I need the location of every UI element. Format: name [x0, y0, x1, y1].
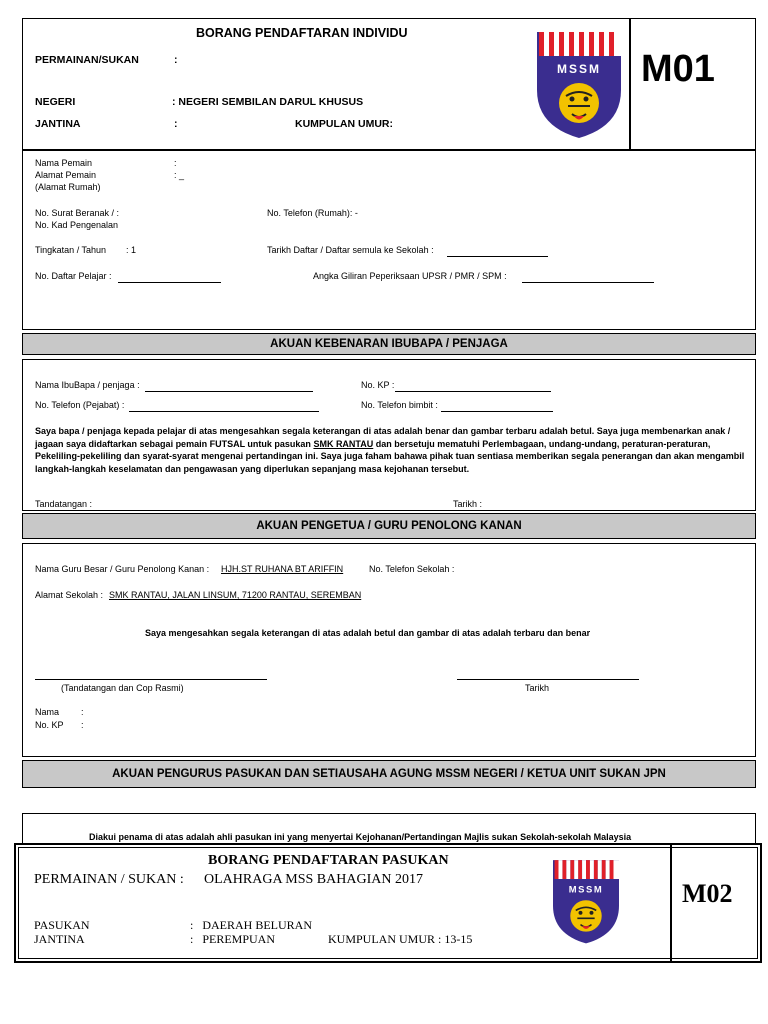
kp-ibubapa-line — [395, 391, 551, 392]
telefon-pejabat-label: No. Telefon (Pejabat) : — [35, 400, 125, 410]
manager-heading: AKUAN PENGURUS PASUKAN DAN SETIAUSAHA AGUNG MSSM NEGERI / KETUA UNIT SUKAN JPN — [112, 768, 666, 780]
tandatangan-label: Tandatangan : — [35, 499, 93, 509]
surat-beranak-label: No. Surat Beranak / : — [35, 208, 120, 218]
alamat-pemain-colon: : _ — [174, 170, 185, 180]
parent-school-name: SMK RANTAU — [313, 438, 374, 449]
manager-text: Diakui penama di atas adalah ahli pasukan ini yang menyertai Kejohanan/Pertandingan Majlis sukan Sekolah-sekolah Malaysia — [89, 832, 632, 842]
signature-line — [35, 679, 267, 680]
angka-giliran-label: Angka Giliran Peperiksaan UPSR / PMR / SPM : — [313, 271, 507, 281]
m02-jantina-value: : PEREMPUAN — [190, 932, 276, 946]
angka-giliran-line — [522, 282, 654, 283]
parent-declaration — [35, 425, 747, 475]
telefon-pejabat-line — [129, 411, 319, 412]
signature-caption: (Tandatangan dan Cop Rasmi) — [61, 683, 184, 693]
parent-heading: AKUAN KEBENARAN IBUBAPA / PENJAGA — [270, 338, 508, 350]
m02-permainan-label: PERMAINAN / SUKAN : — [34, 872, 184, 887]
tingkatan-value: : 1 — [126, 245, 137, 255]
negeri-value: : NEGERI SEMBILAN DARUL KHUSUS — [172, 96, 364, 108]
parent-declaration-part2: dan bersetuju mematuhi Perlembagaan, undang-undang, peraturan-peraturan, Pekeliling-pekeliling dan syarat-syarat mengenai pertandingan ini. Saya juga faham bahawa pihak tuan sentiasa memberikan segala penerangan dan akan mengambil langkah-langkah keselamatan dan pengawasan yang diperlukan sepanjang masa kejohanan tersebut. — [35, 438, 745, 474]
principal-kp-label: No. KP — [35, 720, 64, 730]
tingkatan-label: Tingkatan / Tahun — [35, 245, 107, 255]
manager-heading-bar — [22, 760, 756, 788]
permainan-label: PERMAINAN/SUKAN — [35, 54, 139, 66]
parent-heading-bar — [22, 333, 756, 355]
tarikh-daftar-label: Tarikh Daftar / Daftar semula ke Sekolah : — [267, 245, 434, 255]
nama-ibubapa-label: Nama IbuBapa / penjaga : — [35, 380, 140, 390]
parent-declaration-part1: Saya bapa / penjaga kepada pelajar di atas mengesahkan segala keterangan di atas adalah benar dan gambar terbaru adalah betul. Saya juga membenarkan anak / jagaan saya didaftarkan sebagai pemain FUTSAL untuk pasukan — [35, 426, 731, 449]
jantina-colon: : — [174, 118, 178, 130]
telefon-bimbit-label: No. Telefon bimbit : — [361, 400, 438, 410]
negeri-label: NEGERI — [35, 96, 76, 108]
m02-title: BORANG PENDAFTARAN PASUKAN — [208, 853, 449, 868]
permainan-colon: : — [174, 54, 178, 66]
jantina-label: JANTINA — [35, 118, 81, 130]
alamat-sekolah-label: Alamat Sekolah : — [35, 590, 104, 600]
principal-nama-colon: : — [81, 707, 84, 717]
m02-mssm-logo — [544, 857, 628, 945]
principal-statement: Saya mengesahkan segala keterangan di atas adalah betul dan gambar di atas adalah terbaru dan benar — [145, 628, 591, 638]
telefon-sekolah-label: No. Telefon Sekolah : — [369, 564, 455, 574]
parent-section — [22, 359, 756, 511]
principal-heading-bar — [22, 513, 756, 539]
tarikh-parent-label: Tarikh : — [453, 499, 483, 509]
telefon-rumah-label: No. Telefon (Rumah): - — [267, 208, 358, 218]
m02-kumpulan-umur: KUMPULAN UMUR : 13-15 — [328, 932, 473, 946]
m02-logo-text: MSSM — [568, 883, 604, 895]
alamat-pemain-label: Alamat Pemain — [35, 170, 97, 180]
alamat-sekolah-value: SMK RANTAU, JALAN LINSUM, 71200 RANTAU, SEREMBAN — [109, 590, 362, 600]
logo-text: MSSM — [557, 62, 601, 76]
kumpulan-label: KUMPULAN UMUR: — [295, 118, 393, 130]
m01-title: BORANG PENDAFTARAN INDIVIDU — [196, 26, 408, 40]
daftar-pelajar-line — [118, 282, 221, 283]
m02-code: M02 — [682, 879, 733, 908]
daftar-pelajar-label: No. Daftar Pelajar : — [35, 271, 112, 281]
guru-besar-label: Nama Guru Besar / Guru Penolong Kanan : — [35, 564, 210, 574]
mssm-logo — [534, 28, 624, 140]
tarikh-daftar-line — [447, 256, 548, 257]
nama-pemain-label: Nama Pemain — [35, 158, 93, 168]
principal-section — [22, 543, 756, 757]
m02-form — [14, 843, 762, 963]
kad-pengenalan-label: No. Kad Pengenalan — [35, 220, 119, 230]
principal-heading: AKUAN PENGETUA / GURU PENOLONG KANAN — [256, 520, 522, 532]
principal-nama-label: Nama — [35, 707, 60, 717]
alamat-rumah-label: (Alamat Rumah) — [35, 182, 101, 192]
m01-code: M01 — [641, 48, 715, 90]
m02-pasukan-value: : DAERAH BELURAN — [190, 918, 312, 932]
nama-ibubapa-line — [145, 391, 313, 392]
date-line — [457, 679, 639, 680]
telefon-bimbit-line — [441, 411, 553, 412]
guru-besar-name: HJH.ST RUHANA BT ARIFFIN — [221, 564, 344, 574]
m02-permainan-value: OLAHRAGA MSS BAHAGIAN 2017 — [204, 872, 423, 887]
m02-pasukan-label: PASUKAN — [34, 918, 90, 932]
principal-kp-colon: : — [81, 720, 84, 730]
nama-pemain-colon: : — [174, 158, 177, 168]
m02-jantina-label: JANTINA — [34, 932, 85, 946]
kp-ibubapa-label: No. KP : — [361, 380, 395, 390]
date-caption: Tarikh — [525, 683, 550, 693]
player-section — [22, 150, 756, 330]
